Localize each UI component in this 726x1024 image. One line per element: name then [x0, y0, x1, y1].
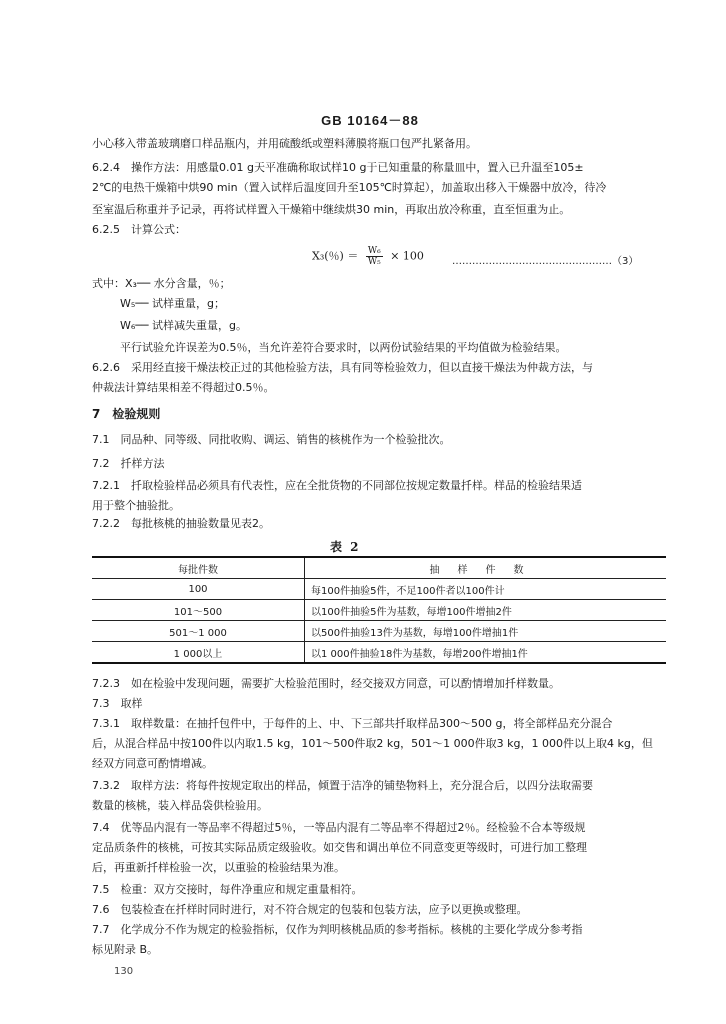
- page-number: 130: [114, 966, 134, 977]
- text-line: 7.6 包装检查在扦样时同时进行，对不符合规定的包装和包装方法，应予以更换或整理。: [92, 903, 528, 916]
- where-line: 式中：X₃── 水分含量，％；: [92, 277, 231, 290]
- table-cell: 501～1 000: [92, 621, 305, 642]
- formula-fraction: [366, 246, 383, 267]
- text-line: 平行试验允许误差为0.5％，当允许差符合要求时，以两份试验结果的平均值做为检验结果。: [120, 341, 567, 354]
- text-line: 7.7 化学成分不作为规定的检验指标，仅作为判明核桃品质的参考指标。核桃的主要化学成分参考指: [92, 923, 583, 936]
- text-line: 7.3.1 取样数量：在抽扦包件中，于每件的上、中、下三部共扦取样品300～500 g，将全部样品充分混合: [92, 717, 613, 730]
- table-cell: 101～500: [92, 600, 305, 621]
- text-line: 7.2 扦样方法: [92, 457, 165, 470]
- table-cell: 每100件抽验5件，不足100件者以100件计: [305, 579, 667, 600]
- table-cell: 以100件抽验5件为基数，每增100件增抽2件: [305, 600, 667, 621]
- text-line: 经双方同意可酌情增减。: [92, 757, 213, 770]
- formula-numerator: W₆: [367, 246, 381, 256]
- table-header-cell: 抽样件数: [305, 557, 667, 579]
- where-line: W₆── 试样减失重量，g。: [120, 319, 248, 332]
- text-line: 小心移入带盖玻璃磨口样品瓶内，并用硫酸纸或塑料薄膜将瓶口包严扎紧备用。: [92, 137, 477, 150]
- text-line: 7.2.3 如在检验中发现问题，需要扩大检验范围时，经交接双方同意，可以酌情增加扦样数量。: [92, 677, 560, 690]
- text-line: 7.4 优等品内混有一等品率不得超过5％，一等品内混有二等品率不得超过2％。经检验不合本等级规: [92, 821, 586, 834]
- text-line: 7.3.2 取样方法：将每件按规定取出的样品，倾置于洁净的铺垫物料上，充分混合后，以四分法取需要: [92, 779, 593, 792]
- text-line: 后，从混合样品中按100件以内取1.5 kg，101～500件取2 kg，501～1 000件取3 kg，1 000件以上取4 kg，但: [92, 737, 653, 750]
- table-caption: 表 2: [330, 540, 361, 554]
- moisture-formula: [312, 246, 424, 267]
- section-heading: 7 检验规则: [92, 407, 161, 421]
- table-cell: 1 000以上: [92, 642, 305, 664]
- text-line: 至室温后称重并予记录，再将试样置入干燥箱中继续烘30 min，再取出放冷称重，直至恒重为止。: [92, 203, 571, 216]
- table-cell: 100: [92, 579, 305, 600]
- standard-number-header: GB 10164－88: [321, 113, 419, 128]
- text-line: 7.5 检重：双方交接时，每件净重应和规定重量相符。: [92, 883, 363, 896]
- text-line: 6.2.5 计算公式：: [92, 223, 186, 236]
- formula-denominator: W₅: [367, 257, 381, 267]
- table-row: [92, 600, 666, 621]
- formula-rhs: × 100: [390, 249, 424, 263]
- formula-lhs: X₃(％) ＝: [312, 249, 359, 263]
- table-row: [92, 621, 666, 642]
- text-line: 6.2.6 采用经直接干燥法校正过的其他检验方法，具有同等检验效力，但以直接干燥法为仲裁方法，与: [92, 361, 593, 374]
- text-line: 7.1 同品种、同等级、同批收购、调运、销售的核桃作为一个检验批次。: [92, 433, 451, 446]
- text-line: 用于整个抽验批。: [92, 499, 180, 512]
- text-line: 后，再重新扦样检验一次，以重验的检验结果为准。: [92, 861, 345, 874]
- equation-number: …………………………………………（3）: [452, 256, 639, 267]
- table-cell: 以1 000件抽验18件为基数，每增200件增抽1件: [305, 642, 667, 664]
- text-line: 7.3 取样: [92, 697, 143, 710]
- text-line: 2℃的电热干燥箱中烘90 min（置入试样后温度回升至105℃时算起），加盖取出移入干燥器中放冷，待冷: [92, 181, 607, 194]
- text-line: 7.2.2 每批核桃的抽验数量见表2。: [92, 517, 270, 530]
- text-line: 7.2.1 扦取检验样品必须具有代表性，应在全批货物的不同部位按规定数量扦样。样品的检验结果适: [92, 479, 582, 492]
- text-line: 仲裁法计算结果相差不得超过0.5％。: [92, 381, 275, 394]
- text-line: 定品质条件的核桃，可按其实际品质定级验收。如交售和调出单位不同意变更等级时，可进行加工整理: [92, 841, 587, 854]
- where-line: W₅── 试样重量，g；: [120, 297, 226, 310]
- table-cell: 以500件抽验13件为基数，每增100件增抽1件: [305, 621, 667, 642]
- text-line: 数量的核桃，装入样品袋供检验用。: [92, 799, 268, 812]
- table-row: [92, 642, 666, 664]
- text-line: 6.2.4 操作方法：用感量0.01 g天平准确称取试样10 g于已知重量的称量皿中，置入已升温至105±: [92, 161, 584, 174]
- table-header-row: [92, 557, 666, 579]
- table-header-cell: 每批件数: [92, 557, 305, 579]
- text-line: 标见附录 B。: [92, 943, 159, 956]
- table-row: [92, 579, 666, 600]
- sampling-table: [92, 556, 666, 664]
